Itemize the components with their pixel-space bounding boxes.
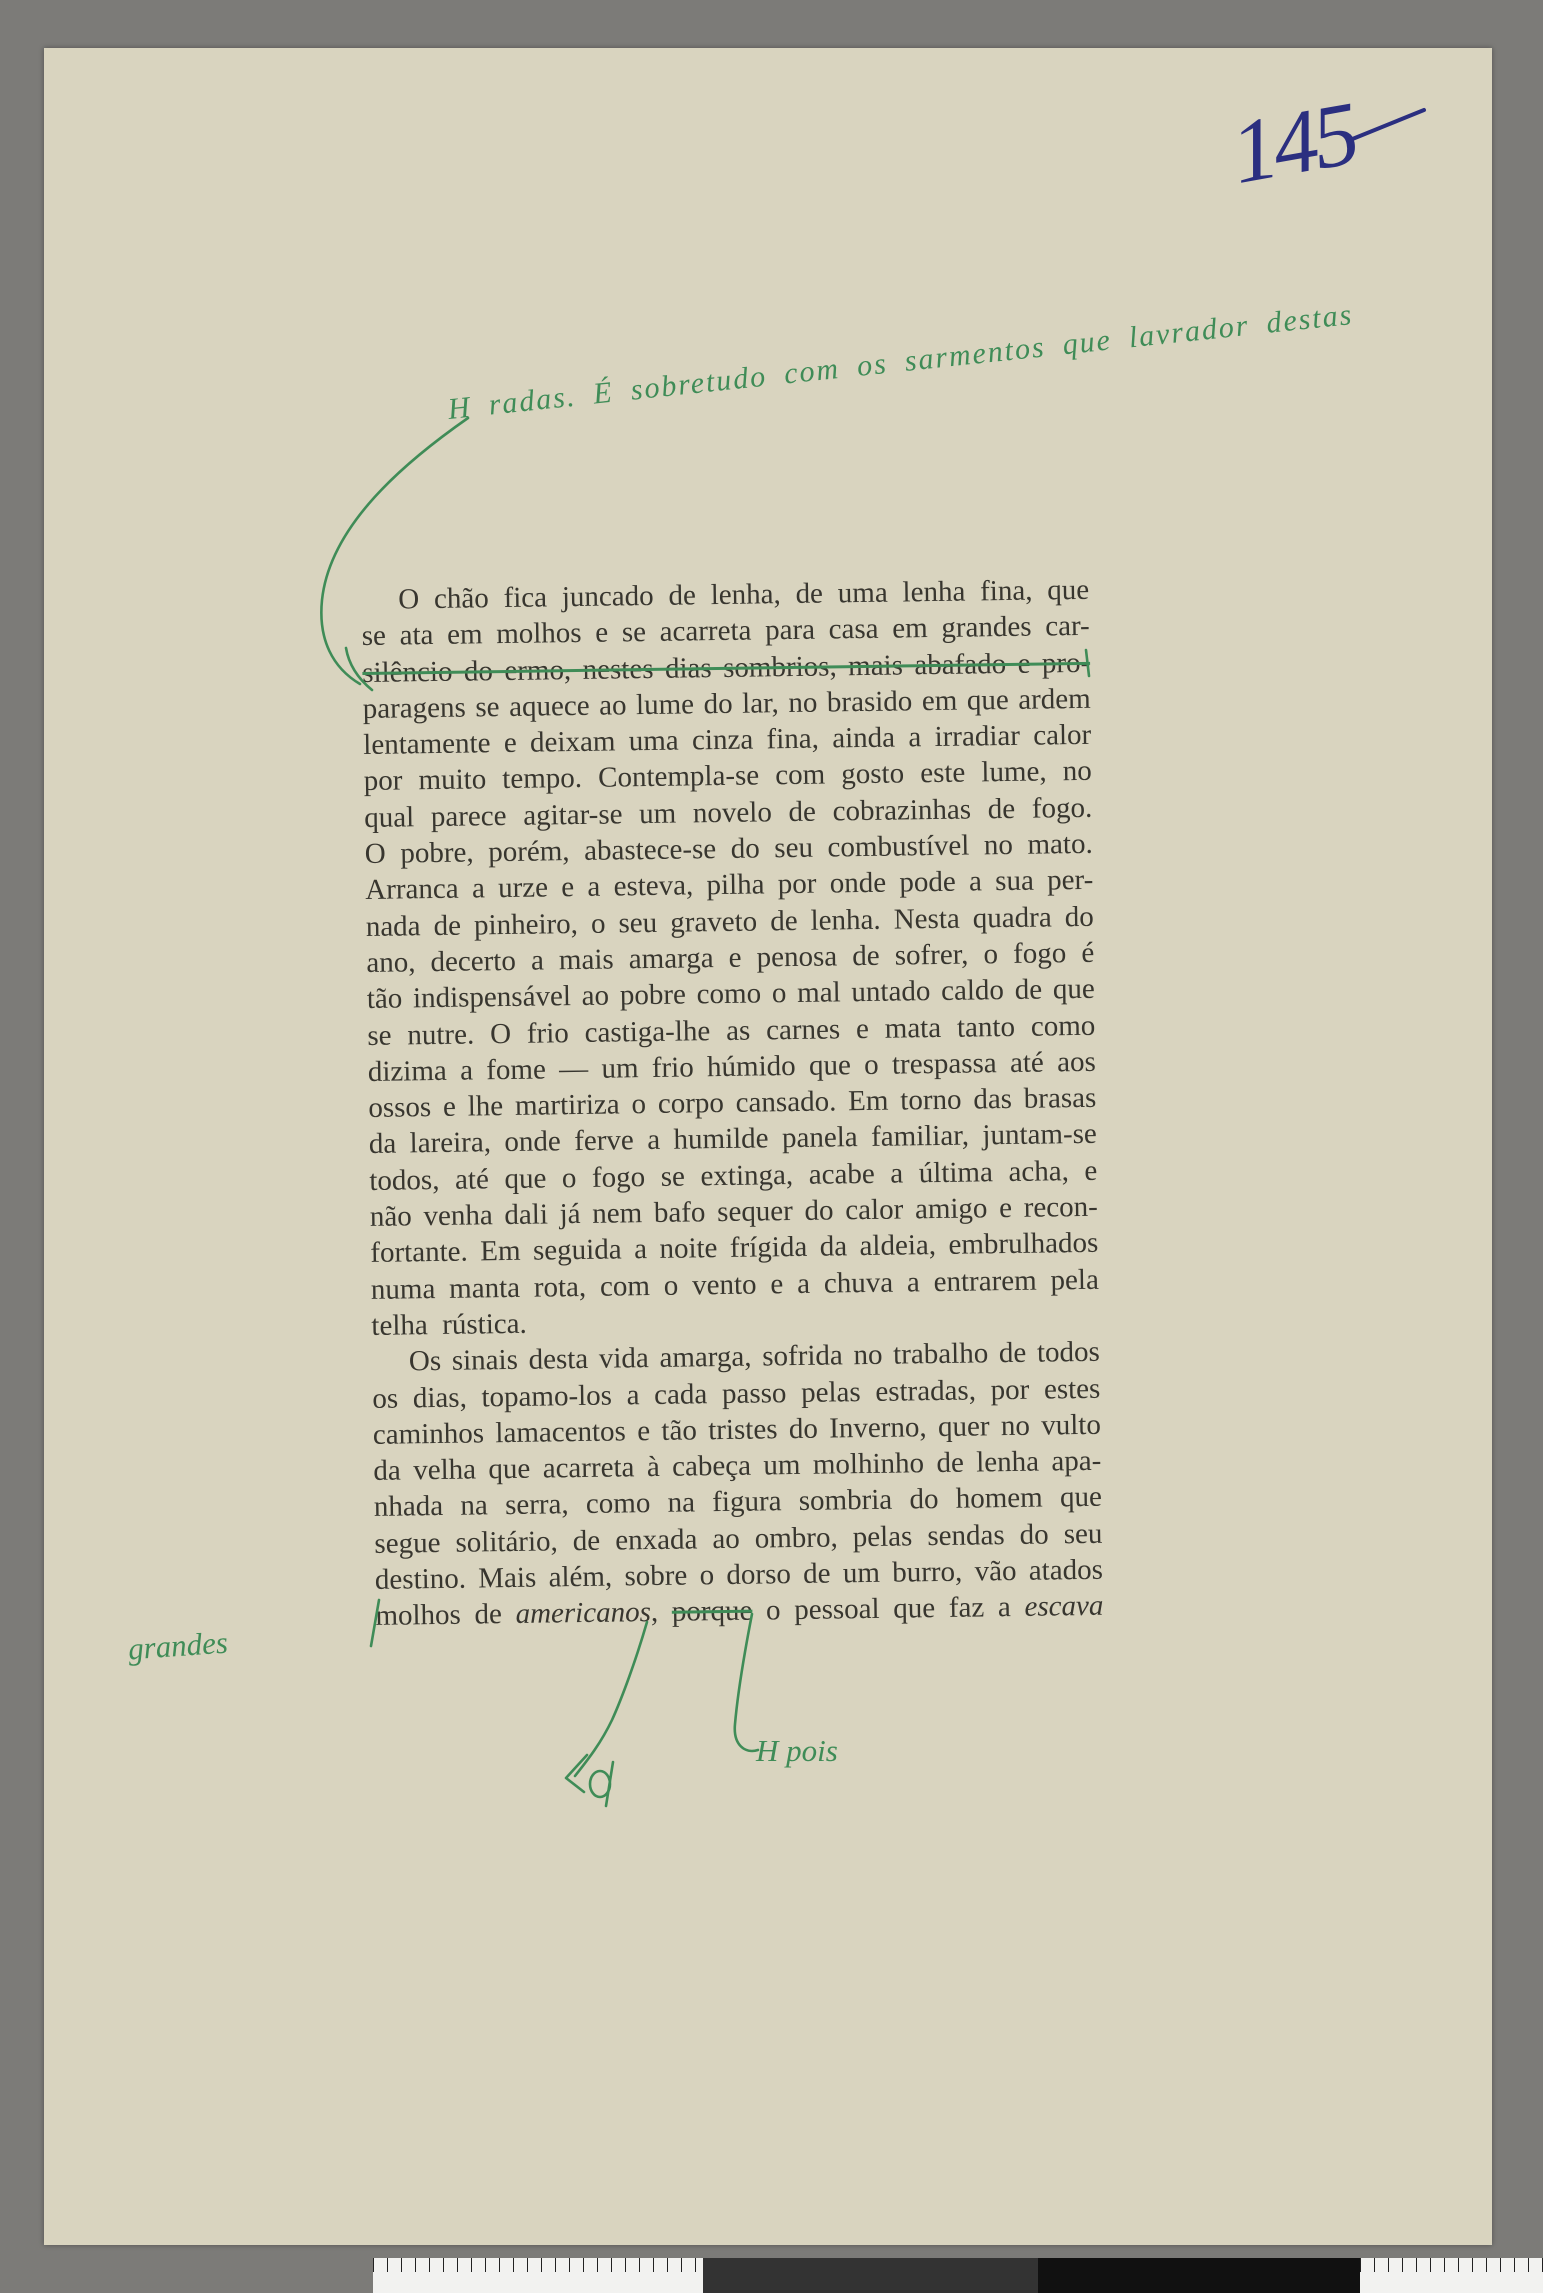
text-line: ano, decerto a mais amarga e penosa de sofrer, o fogo é: [366, 936, 1095, 979]
handwritten-insertion-bottom: H pois: [756, 1733, 838, 1768]
text-line: nhada na serra, como na figura sombria do homem que: [373, 1481, 1103, 1524]
text-line: O chão fica juncado de lenha, de uma lenha fina, que: [398, 573, 1090, 616]
text-line-paragraph-end: telha rústica.: [371, 1307, 528, 1342]
text-line: Arranca a urze e a esteva, pilha por onde pode a sua per-: [365, 864, 1094, 907]
ruler-segment: [703, 2258, 1038, 2293]
text-line: da lareira, onde ferve a humilde panela familiar, juntam-se: [368, 1118, 1098, 1161]
ruler-segment: [1038, 2258, 1360, 2293]
text-segment: molhos de: [375, 1598, 516, 1633]
text-line: todos, até que o fogo se extinga, acabe a última acha, e: [369, 1154, 1098, 1197]
text-line: se nutre. O frio castiga-lhe as carnes e mata tanto como: [367, 1009, 1096, 1052]
text-line: caminhos lamacentos e tão tristes do Inverno, quer no vulto: [372, 1408, 1102, 1451]
italic-word: americanos: [515, 1596, 652, 1631]
text-line: não venha dali já nem bafo sequer do calor amigo e recon-: [369, 1190, 1099, 1233]
handwritten-insertion-top: H radas. É sobretudo com os sarmentos que lavrador destas: [446, 297, 1355, 426]
text-line: lentamente e deixam uma cinza fina, ainda a irradiar calor: [363, 719, 1092, 762]
text-line: nada de pinheiro, o seu graveto de lenha. Nesta quadra do: [365, 900, 1094, 943]
text-line: paragens se aquece ao lume do lar, no brasido em que ardem: [362, 682, 1091, 725]
struck-word: porque: [671, 1594, 753, 1629]
text-line: segue solitário, de enxada ao ombro, pelas sendas do seu: [374, 1517, 1103, 1560]
text-line: fortante. Em seguida a noite frígida da aldeia, embrulhados: [370, 1227, 1099, 1270]
text-segment: ,: [650, 1596, 673, 1629]
italic-word: escava: [1024, 1590, 1104, 1624]
ruler-segment: [373, 2258, 703, 2293]
text-line: ossos e lhe martiriza o corpo cansado. Em torno das brasas: [368, 1081, 1097, 1125]
text-line: os dias, topamo-los a cada passo pelas estradas, por estes: [372, 1372, 1101, 1415]
text-line: Os sinais desta vida amarga, sofrida no trabalho de todos: [408, 1335, 1101, 1378]
typed-text-block: [361, 572, 1104, 1635]
text-segment: o pessoal que faz a: [752, 1591, 1025, 1627]
text-line: dizima a fome — um frio húmido que o trespassa até aos: [367, 1045, 1096, 1088]
handwritten-margin-note: grandes: [126, 1624, 229, 1667]
text-line: se ata em molhos e se acarreta para casa em grandes car-: [361, 610, 1090, 653]
scale-ruler: [373, 2258, 1543, 2293]
text-line: numa manta rota, com o vento e a chuva a entrarem pela: [370, 1263, 1100, 1306]
text-line: qual parece agitar-se um novelo de cobrazinhas de fogo.: [364, 791, 1093, 834]
text-line: por muito tempo. Contempla-se com gosto este lume, no: [363, 755, 1092, 798]
text-line: O pobre, porém, abastece-se do seu combustível no mato.: [364, 827, 1093, 871]
ruler-segment: [1360, 2258, 1543, 2293]
struck-text: silêncio do ermo, nestes dias sombrios, mais abafado e pro-: [362, 646, 1091, 689]
text-line: da velha que acarreta à cabeça um molhinho de lenha apa-: [373, 1444, 1102, 1488]
text-line: destino. Mais além, sobre o dorso de um burro, vão atados: [374, 1553, 1104, 1596]
text-line: tão indispensável ao pobre como o mal untado caldo de que: [366, 973, 1095, 1016]
handwritten-page-number: 145: [1224, 84, 1363, 203]
